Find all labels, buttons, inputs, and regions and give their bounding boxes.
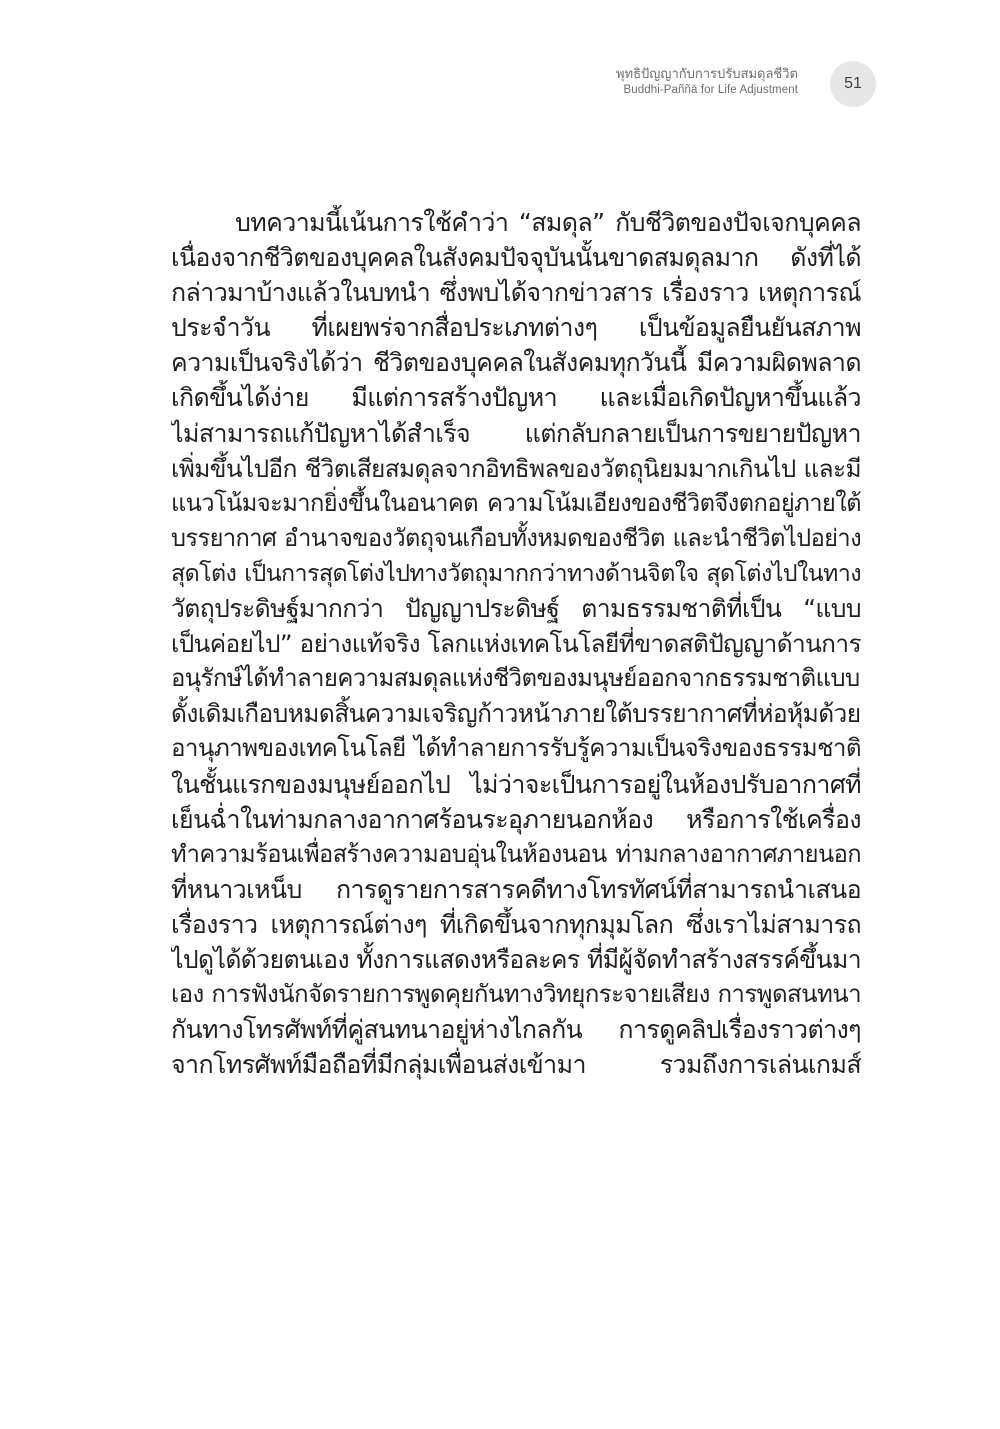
text-line: เรื่องราว เหตุการณ์ต่างๆ ที่เกิดขึ้นจากทุกมุมโลก ซึ่งเราไม่สามารถ [171,909,861,939]
header-title-thai: พุทธิปัญญากับการปรับสมดุลชีวิต [615,67,798,82]
text-line: เกิดขึ้นได้ง่าย มีแต่การสร้างปัญหา และเมื่อเกิดปัญหาขึ้นแล้ว [171,383,861,413]
text-line: ไม่สามารถแก้ปัญหาได้สำเร็จ แต่กลับกลายเป็นการขยายปัญหา [171,418,861,448]
text-line: เป็นค่อยไป” อย่างแท้จริง โลกแห่งเทคโนโลยีที่ขาดสติปัญญาด้านการ [171,629,861,659]
text-line: กันทางโทรศัพท์ที่คู่สนทนาอยู่ห่างไกลกัน การดูคลิปเรื่องราวต่างๆ [171,1015,861,1045]
text-line: เนื่องจากชีวิตของบุคคลในสังคมปัจจุบันนั้นขาดสมดุลมาก ดังที่ได้ [171,243,861,273]
text-line: อานุภาพของเทคโนโลยี ได้ทำลายการรับรู้ความเป็นจริงของธรรมชาติ [171,734,861,763]
text-line: สุดโต่ง เป็นการสุดโต่งไปทางวัตถุมากกว่าทางด้านจิตใจ สุดโต่งไปในทาง [171,559,861,587]
text-line: ดั้งเดิมเกือบหมดสิ้นความเจริญก้าวหน้าภายใต้บรรยากาศที่ห่อหุ้มด้วย [171,699,861,729]
text-line: บรรยากาศ อำนาจของวัตถุจนเกือบทั้งหมดของชีวิต และนำชีวิตไปอย่าง [171,523,861,552]
text-line: วัตถุประดิษฐ์มากกว่า ปัญญาประดิษฐ์ ตามธรรมชาติที่เป็น “แบบ [171,594,861,624]
text-line: ประจำวัน ที่เผยพร่จากสื่อประเภทต่างๆ เป็นข้อมูลยืนยันสภาพ [171,313,861,343]
text-line: จากโทรศัพท์มือถือที่มีกลุ่มเพื่อนส่งเข้ามา รวมถึงการเล่นเกมส์ [171,1050,861,1080]
text-line: ทำความร้อนเพื่อสร้างความอบอุ่นในห้องนอน ท่ามกลางอากาศภายนอก [171,839,861,868]
text-line: เพิ่มขึ้นไปอีก ชีวิตเสียสมดุลจากอิทธิพลของวัตถุนิยมมากเกินไป และมี [171,453,861,483]
body-paragraph [171,205,861,1082]
text-line: ในชั้นแรกของมนุษย์ออกไป ไม่ว่าจะเป็นการอยู่ในห้องปรับอากาศที่ [171,769,861,799]
header-title-english: Buddhi-Paññā for Life Adjustment [623,84,798,96]
text-line: ความเป็นจริงได้ว่า ชีวิตของบุคคลในสังคมทุกวันนี้ มีความผิดพลาด [171,348,861,378]
text-line: ไปดูได้ด้วยตนเอง ทั้งการแสดงหรือละคร ที่มีผู้จัดทำสร้างสรรค์ขึ้นมา [171,944,861,974]
text-line: แนวโน้มจะมากยิ่งขึ้นในอนาคต ความโน้มเอียงของชีวิตจึงตกอยู่ภายใต้ [171,488,861,517]
text-line: เย็นฉ่ำในท่ามกลางอากาศร้อนระอุภายนอกห้อง หรือการใช้เครื่อง [171,804,861,834]
text-line: กล่าวมาบ้างแล้วในบทนำ ซึ่งพบได้จากข่าวสาร เรื่องราว เหตุการณ์ [171,278,861,308]
text-line: เอง การฟังนักจัดรายการพูดคุยกันทางวิทยุกระจายเสียง การพูดสนทนา [171,980,861,1009]
text-line: บทความนี้เน้นการใช้คำว่า “สมดุล” กับชีวิตของปัจเจกบุคคล [235,208,861,237]
text-line: อนุรักษ์ได้ทำลายความสมดุลแห่งชีวิตของมนุษย์ออกจากธรรมชาติแบบ [171,664,860,693]
text-line: ที่หนาวเหน็บ การดูรายการสารคดีทางโทรทัศน์ที่สามารถนำเสนอ [171,874,861,904]
page-number-badge: 51 [830,61,876,107]
running-header [616,66,798,98]
